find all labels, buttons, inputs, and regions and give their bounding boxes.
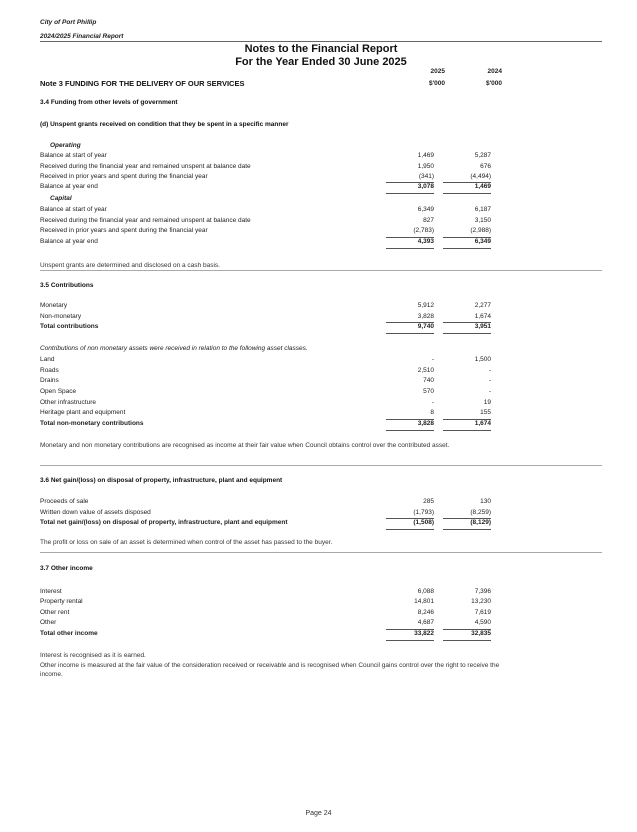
row-label: Other rent bbox=[40, 609, 70, 616]
value-2024: 6,187 bbox=[474, 206, 491, 213]
value-2025: 827 bbox=[423, 217, 434, 224]
value-2024: - bbox=[488, 367, 491, 374]
value-2024: 7,396 bbox=[474, 588, 491, 595]
value-2024: 19 bbox=[483, 399, 491, 406]
total-rule bbox=[443, 529, 491, 530]
row-label: Land bbox=[40, 356, 55, 363]
table-row bbox=[40, 355, 602, 365]
value-2024: 13,230 bbox=[471, 598, 491, 605]
page-title: Notes to the Financial Report bbox=[244, 43, 398, 55]
table-row bbox=[40, 597, 602, 607]
section-divider bbox=[40, 465, 602, 466]
value-2025: 570 bbox=[423, 388, 434, 395]
row-label: Property rental bbox=[40, 598, 83, 605]
table-row bbox=[40, 376, 602, 386]
note-heading: Note 3 FUNDING FOR THE DELIVERY OF OUR SERVICES bbox=[40, 79, 245, 88]
section-3-7-note-2: Other income is measured at the fair value of the consideration received or receivable and is recognised when Council gains control over the right to receive the income. bbox=[40, 662, 500, 678]
value-2025: 1,469 bbox=[417, 152, 434, 159]
value-2024: 155 bbox=[480, 409, 491, 416]
capital-label-row bbox=[40, 194, 602, 204]
row-label: Open Space bbox=[40, 388, 77, 395]
section-3-7-heading: 3.7 Other income bbox=[40, 565, 93, 572]
section-3-4-subheading: (d) Unspent grants received on condition that they be spent in a specific manner bbox=[40, 121, 289, 128]
value-2025: 9,740 bbox=[417, 323, 434, 330]
value-2024: 676 bbox=[480, 163, 491, 170]
value-2025: 5,912 bbox=[417, 302, 434, 309]
table-row bbox=[40, 618, 602, 628]
row-label: Balance at start of year bbox=[40, 206, 107, 213]
table-row-total bbox=[40, 629, 602, 639]
row-label: Total other income bbox=[40, 630, 98, 637]
row-label: Monetary bbox=[40, 302, 68, 309]
value-2024: 4,590 bbox=[474, 619, 491, 626]
row-label: Received in prior years and spent during the financial year bbox=[40, 227, 208, 234]
value-2025: 1,950 bbox=[417, 163, 434, 170]
value-2025: (1,508) bbox=[413, 519, 434, 526]
row-label: Received during the financial year and remained unspent at balance date bbox=[40, 163, 251, 170]
value-2025: 4,393 bbox=[417, 238, 434, 245]
capital-label: Capital bbox=[50, 195, 72, 202]
row-label: Total net gain/(loss) on disposal of property, infrastructure, plant and equipment bbox=[40, 519, 288, 526]
value-2024: 6,349 bbox=[474, 238, 491, 245]
value-2024: 1,500 bbox=[474, 356, 491, 363]
value-2025: (1,793) bbox=[413, 509, 434, 516]
section-3-6-note: The profit or loss on sale of an asset is determined when control of the asset has passed to the buyer. bbox=[40, 539, 333, 546]
page-subtitle: For the Year Ended 30 June 2025 bbox=[235, 56, 407, 68]
row-label: Interest bbox=[40, 588, 62, 595]
table-row bbox=[40, 387, 602, 397]
table-row bbox=[40, 205, 602, 215]
table-row bbox=[40, 162, 602, 172]
value-2024: 5,287 bbox=[474, 152, 491, 159]
value-2024: 2,277 bbox=[474, 302, 491, 309]
value-2025: 3,828 bbox=[417, 420, 434, 427]
row-label: Written down value of assets disposed bbox=[40, 509, 151, 516]
value-2025: - bbox=[431, 399, 434, 406]
row-label: Non-monetary bbox=[40, 313, 82, 320]
row-label: Total contributions bbox=[40, 323, 99, 330]
row-label: Other bbox=[40, 619, 57, 626]
section-3-5-heading: 3.5 Contributions bbox=[40, 282, 94, 289]
row-label: Balance at year end bbox=[40, 238, 98, 245]
value-2025: 2,510 bbox=[417, 367, 434, 374]
value-2025: - bbox=[431, 356, 434, 363]
value-2025: 3,828 bbox=[417, 313, 434, 320]
value-2024: 1,674 bbox=[474, 313, 491, 320]
total-rule bbox=[386, 248, 434, 249]
section-divider bbox=[40, 270, 602, 271]
row-label: Balance at year end bbox=[40, 183, 98, 190]
total-rule bbox=[386, 333, 434, 334]
column-year-2024: 2024 bbox=[487, 68, 502, 75]
section-divider bbox=[40, 552, 602, 553]
asset-classes-intro bbox=[40, 344, 602, 354]
total-rule bbox=[443, 248, 491, 249]
value-2025: 3,078 bbox=[417, 183, 434, 190]
value-2025: 285 bbox=[423, 498, 434, 505]
column-unit-2024: $'000 bbox=[485, 80, 502, 87]
table-row bbox=[40, 398, 602, 408]
total-rule bbox=[443, 333, 491, 334]
value-2025: 33,822 bbox=[414, 630, 434, 637]
column-unit-2025: $'000 bbox=[428, 80, 445, 87]
table-row bbox=[40, 366, 602, 376]
row-label: Total non-monetary contributions bbox=[40, 420, 144, 427]
value-2024: 130 bbox=[480, 498, 491, 505]
intro-text: Contributions of non monetary assets were received in relation to the following asset classes. bbox=[40, 345, 308, 352]
value-2024: (2,988) bbox=[470, 227, 491, 234]
total-rule bbox=[386, 529, 434, 530]
total-rule bbox=[443, 430, 491, 431]
row-label: Proceeds of sale bbox=[40, 498, 89, 505]
table-row bbox=[40, 312, 602, 322]
value-2025: 6,088 bbox=[417, 588, 434, 595]
row-label: Balance at start of year bbox=[40, 152, 107, 159]
section-3-7-note-1: Interest is recognised as it is earned. bbox=[40, 652, 146, 659]
section-3-4-heading: 3.4 Funding from other levels of government bbox=[40, 99, 178, 106]
section-3-5-note: Monetary and non monetary contributions are recognised as income at their fair value when Council obtains control over the contributed asset. bbox=[40, 442, 450, 449]
table-row-total bbox=[40, 182, 602, 192]
table-row-total bbox=[40, 322, 602, 332]
section-3-4-note: Unspent grants are determined and disclosed on a cash basis. bbox=[40, 262, 220, 269]
value-2024: 1,674 bbox=[474, 420, 491, 427]
value-2024: 3,150 bbox=[474, 217, 491, 224]
table-row bbox=[40, 408, 602, 418]
value-2025: 4,687 bbox=[417, 619, 434, 626]
value-2025: 8 bbox=[430, 409, 434, 416]
table-row bbox=[40, 226, 602, 236]
total-rule bbox=[386, 640, 434, 641]
row-label: Roads bbox=[40, 367, 59, 374]
value-2024: 7,619 bbox=[474, 609, 491, 616]
value-2025: 14,801 bbox=[414, 598, 434, 605]
value-2024: - bbox=[488, 377, 491, 384]
section-3-6-heading: 3.6 Net gain/(loss) on disposal of property, infrastructure, plant and equipment bbox=[40, 477, 283, 484]
table-row-total bbox=[40, 419, 602, 429]
value-2024: (8,259) bbox=[470, 509, 491, 516]
value-2025: 740 bbox=[423, 377, 434, 384]
value-2025: 6,349 bbox=[417, 206, 434, 213]
organisation-name: City of Port Phillip bbox=[40, 19, 97, 26]
row-label: Drains bbox=[40, 377, 59, 384]
total-rule bbox=[443, 640, 491, 641]
value-2024: 32,835 bbox=[471, 630, 491, 637]
value-2025: 8,246 bbox=[417, 609, 434, 616]
value-2025: (341) bbox=[418, 173, 434, 180]
row-label: Received in prior years and spent during the financial year bbox=[40, 173, 208, 180]
header-divider bbox=[40, 41, 602, 42]
column-year-2025: 2025 bbox=[430, 68, 445, 75]
value-2025: (2,783) bbox=[413, 227, 434, 234]
value-2024: 1,469 bbox=[474, 183, 491, 190]
total-rule bbox=[386, 430, 434, 431]
table-row bbox=[40, 508, 602, 518]
row-label: Heritage plant and equipment bbox=[40, 409, 126, 416]
value-2024: (8,129) bbox=[470, 519, 491, 526]
table-row bbox=[40, 301, 602, 311]
table-row bbox=[40, 587, 602, 597]
table-row bbox=[40, 497, 602, 507]
value-2024: 3,951 bbox=[474, 323, 491, 330]
table-row bbox=[40, 172, 602, 182]
table-row-total bbox=[40, 237, 602, 247]
row-label: Received during the financial year and remained unspent at balance date bbox=[40, 217, 251, 224]
table-row bbox=[40, 608, 602, 618]
operating-label-row bbox=[40, 141, 602, 151]
operating-label: Operating bbox=[50, 142, 81, 149]
table-row bbox=[40, 151, 602, 161]
value-2024: - bbox=[488, 388, 491, 395]
report-name: 2024/2025 Financial Report bbox=[40, 33, 124, 40]
value-2024: (4,494) bbox=[470, 173, 491, 180]
row-label: Other infrastructure bbox=[40, 399, 96, 406]
page-number: Page 24 bbox=[305, 810, 332, 817]
table-row-total bbox=[40, 518, 602, 528]
table-row bbox=[40, 216, 602, 226]
